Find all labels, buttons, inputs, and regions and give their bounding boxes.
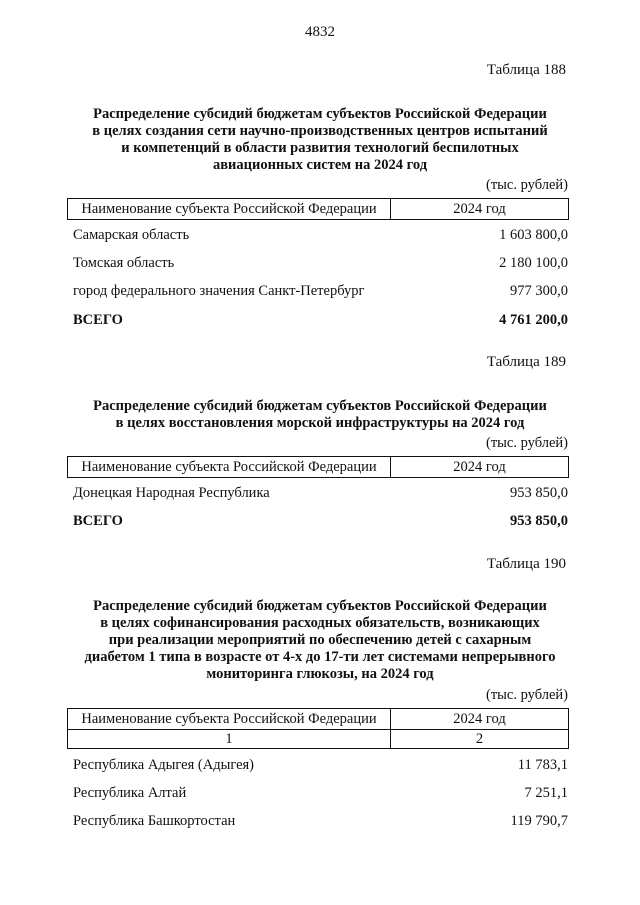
row-value: 119 790,7 — [510, 813, 568, 829]
table-189-header — [67, 456, 569, 478]
column-header-year: 2024 год — [453, 710, 506, 727]
title-line: при реализации мероприятий по обеспечению детей с сахарным — [108, 632, 532, 648]
table-188-unit: (тыс. рублей) — [486, 177, 568, 193]
row-name: Республика Алтай — [73, 785, 187, 801]
title-line: в целях софинансирования расходных обязательств, возникающих — [100, 615, 540, 631]
title-line: Распределение субсидий бюджетам субъектов Российской Федерации — [93, 398, 547, 414]
table-189-label: Таблица 189 — [486, 354, 566, 370]
row-name: Республика Башкортостан — [73, 813, 236, 829]
table-190-unit: (тыс. рублей) — [486, 687, 568, 703]
table-190-header — [67, 708, 569, 730]
table-190-label: Таблица 190 — [486, 556, 566, 572]
table-row — [73, 255, 568, 272]
total-value: 4 761 200,0 — [499, 312, 568, 328]
table-row — [73, 485, 568, 502]
column-header-subject: Наименование субъекта Российской Федерации — [68, 709, 391, 729]
table-188-title — [60, 106, 580, 174]
total-label: ВСЕГО — [73, 312, 123, 328]
table-row — [73, 283, 568, 300]
row-value: 1 603 800,0 — [499, 227, 568, 243]
title-line: Распределение субсидий бюджетам субъектов Российской Федерации — [93, 106, 547, 122]
column-header-year: 2024 год — [453, 200, 506, 217]
row-value: 953 850,0 — [510, 485, 568, 501]
row-name: Самарская область — [73, 227, 190, 243]
row-name: Донецкая Народная Республика — [73, 485, 270, 501]
row-value: 7 251,1 — [524, 785, 568, 801]
total-label: ВСЕГО — [73, 513, 123, 529]
row-value: 977 300,0 — [510, 283, 568, 299]
column-number-1: 1 — [68, 730, 391, 748]
table-190-title — [60, 598, 580, 683]
column-number-2: 2 — [475, 730, 484, 747]
total-value: 953 850,0 — [510, 513, 568, 529]
row-name: Томская область — [73, 255, 175, 271]
column-header-subject: Наименование субъекта Российской Федерации — [68, 199, 391, 219]
table-row — [73, 757, 568, 774]
title-line: мониторинга глюкозы, на 2024 год — [206, 666, 434, 682]
title-line: авиационных систем на 2024 год — [212, 157, 428, 173]
column-header-subject: Наименование субъекта Российской Федерации — [68, 457, 391, 477]
table-row — [73, 227, 568, 244]
title-line: диабетом 1 типа в возрасте от 4-х до 17-ти лет системами непрерывного — [84, 649, 556, 665]
row-name: город федерального значения Санкт-Петербург — [73, 283, 365, 299]
title-line: в целях восстановления морской инфраструктуры на 2024 год — [115, 415, 525, 431]
title-line: Распределение субсидий бюджетам субъектов Российской Федерации — [93, 598, 547, 614]
table-188-label: Таблица 188 — [486, 62, 566, 78]
table-189-unit: (тыс. рублей) — [486, 435, 568, 451]
table-189-title — [60, 398, 580, 432]
title-line: в целях создания сети научно-производственных центров испытаний — [92, 123, 548, 139]
table-190-column-numbers — [67, 729, 569, 749]
table-total-row — [73, 312, 568, 329]
table-row — [73, 813, 568, 830]
row-name: Республика Адыгея (Адыгея) — [73, 757, 255, 773]
row-value: 2 180 100,0 — [499, 255, 568, 271]
table-188-header — [67, 198, 569, 220]
table-total-row — [73, 513, 568, 530]
table-row — [73, 785, 568, 802]
page-number: 4832 — [305, 24, 335, 40]
row-value: 11 783,1 — [517, 757, 568, 773]
title-line: и компетенций в области развития технологий беспилотных — [121, 140, 519, 156]
column-header-year: 2024 год — [453, 458, 506, 475]
